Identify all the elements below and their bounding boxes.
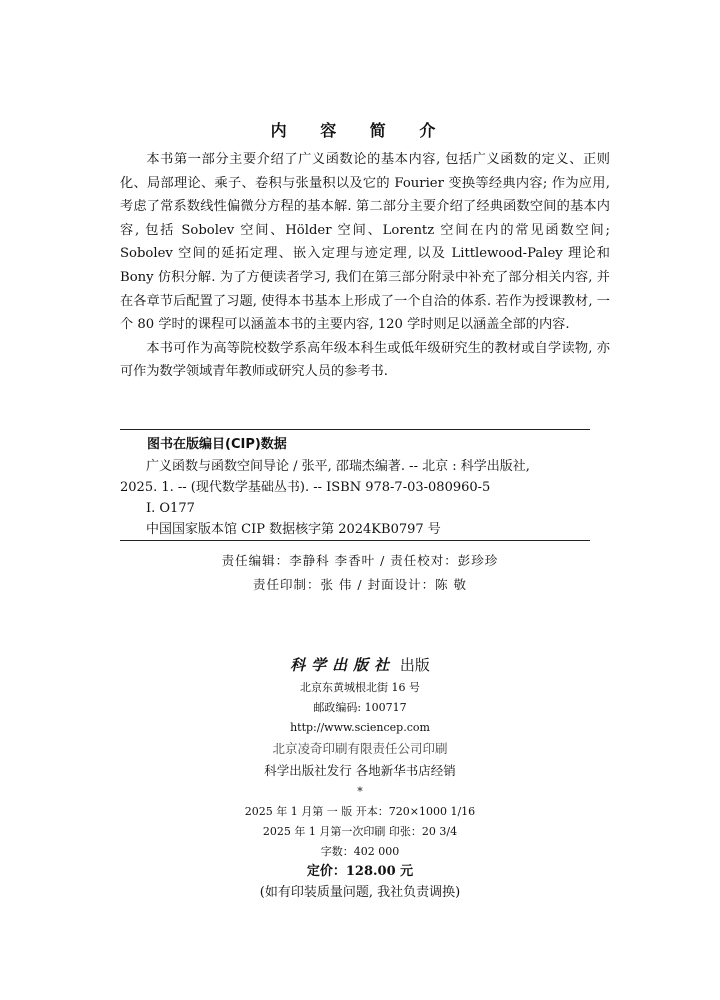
cip-top-rule — [120, 429, 590, 430]
summary-paragraph: 本书可作为高等院校数学系高年级本科生或低年级研究生的教材或自学读物, 亦可作为数学领域青年教师或研究人员的参考书. — [120, 340, 610, 380]
separator-star: * — [357, 785, 363, 798]
publisher-info — [0, 652, 720, 904]
cip-heading: 图书在版编目(CIP)数据 — [147, 437, 287, 452]
publisher-line — [0, 652, 720, 678]
cip-bottom-rule — [120, 540, 590, 541]
summary-body — [120, 148, 610, 384]
quality-notice: (如有印装质量问题, 我社负责调换) — [259, 885, 461, 900]
cip-line: 中国国家版本馆 CIP 数据核字第 2024KB0797 号 — [146, 522, 441, 537]
cip-line: 广义函数与函数空间导论 / 张平, 邵瑞杰编著. -- 北京 : 科学出版社, — [146, 459, 530, 474]
publisher-address: 北京东黄城根北街 16 号 — [300, 681, 420, 694]
production-credits: 责任印制：张 伟 / 封面设计：陈 敬 — [252, 577, 468, 592]
printer-line: 北京凌奇印刷有限责任公司印刷 — [272, 741, 448, 756]
editor-credits: 责任编辑：李静科 李香叶 / 责任校对：彭珍珍 — [221, 553, 499, 568]
cip-data-block — [120, 434, 600, 540]
publisher-suffix: 出版 — [399, 656, 430, 674]
summary-title: 内 容 简 介 — [270, 121, 450, 140]
price: 定价：128.00 元 — [306, 864, 414, 879]
publisher-logo-name: 科学出版社 — [290, 656, 396, 674]
publisher-website: http://www.sciencep.com — [290, 721, 430, 734]
publisher-postcode: 邮政编码: 100717 — [313, 701, 407, 714]
distribution-line: 科学出版社发行 各地新华书店经销 — [264, 763, 456, 778]
summary-paragraph: 本书第一部分主要介绍了广义函数论的基本内容, 包括广义函数的定义、正则化、局部理论、乘子、卷积与张量积以及它的 Fourier 变换等经典内容; 作为应用, 考虑了常系数线性偏微分方程的基本解. 第二部分主要介绍了经典函数空间的基本内容, 包括 Sobolev 空间、Hölder 空间、Lorentz 空间在内的常见函数空间; Sobolev 空间的延拓定理、嵌入定理与迹定理, 以及 Littlewood-Paley 理论和 Bony 仿积分解. 为了方便读者学习, 我们在第三部分附录中补充了部分相关内容, 并在各章节后配置了习题, 使得本书基本上形成了一个自洽的体系. 若作为授课教材, 一个 80 学时的课程可以涵盖本书的主要内容, 120 学时则足以涵盖全部的内容. — [120, 152, 610, 333]
word-count: 字数：402 000 — [320, 845, 400, 858]
edition-line: 2025 年 1 月第 一 版 开本：720×1000 1/16 — [244, 805, 476, 818]
cip-line: 2025. 1. -- (现代数学基础丛书). -- ISBN 978-7-03-080960-5 — [120, 480, 491, 495]
cip-line: I. O177 — [146, 501, 195, 516]
printing-line: 2025 年 1 月第一次印刷 印张：20 3/4 — [262, 825, 458, 838]
